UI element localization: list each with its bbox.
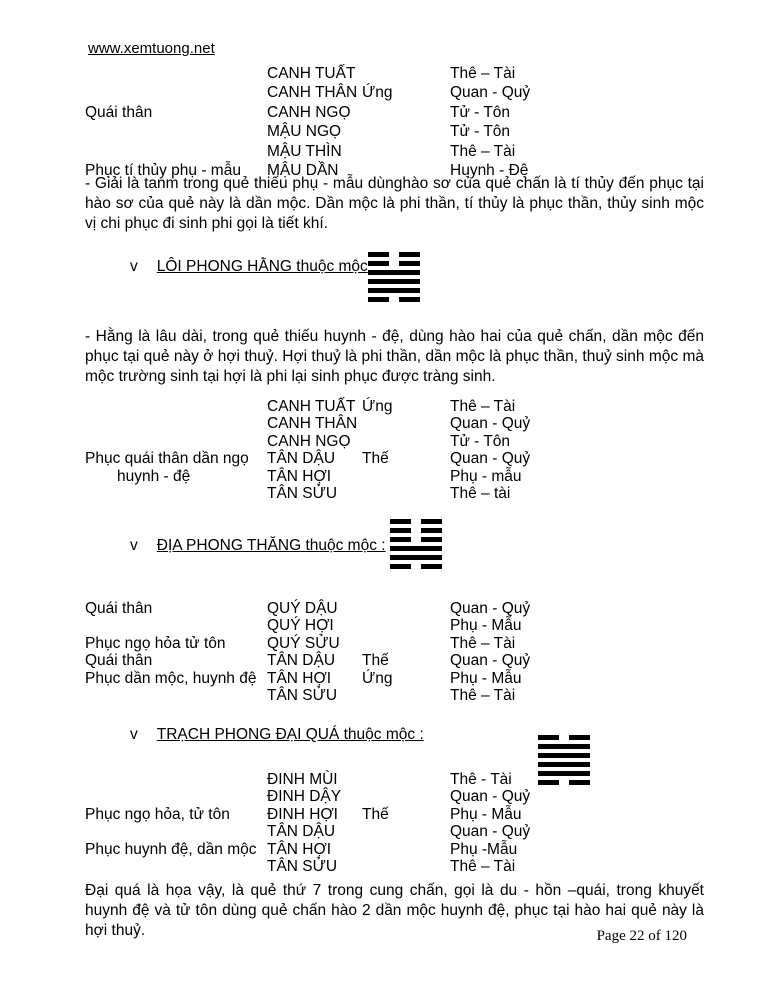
hexagram-line-solid — [390, 555, 442, 560]
table-row — [85, 83, 703, 102]
stem-cell: TÂN HỢI — [267, 467, 332, 485]
relation-cell: Phụ - Mẫu — [450, 617, 522, 635]
table-row — [85, 122, 703, 141]
hexagram-symbol — [390, 519, 442, 573]
stem-cell: CANH THÂN — [267, 84, 358, 102]
table-row — [85, 687, 703, 704]
label-cell — [85, 687, 267, 704]
marker-cell: Thế — [362, 450, 389, 468]
marker-cell — [362, 600, 450, 617]
marker-cell — [362, 823, 450, 840]
stem-cell: ĐINH DẬY — [267, 788, 342, 806]
relation-cell: Thê - Tài — [450, 771, 512, 788]
relation-cell: Phụ - Mẫu — [450, 669, 522, 687]
hexagram-line-broken — [538, 735, 590, 740]
hexagram-line-solid — [390, 546, 442, 551]
section-heading — [130, 258, 368, 276]
label-cell — [85, 617, 267, 634]
hexagram-line-solid — [368, 270, 420, 275]
stem-cell: MẬU DẦN — [267, 162, 339, 180]
hexagram-table-1 — [85, 64, 703, 180]
table-row — [85, 771, 703, 788]
heading-text: TRẠCH PHONG ĐẠI QUÁ thuộc mộc : — [156, 726, 424, 743]
label-cell: Phục quái thân dần ngọ — [85, 450, 249, 468]
stem-cell: QUÝ SỬU — [267, 634, 340, 652]
stem-cell: TÂN HỢI — [267, 840, 332, 858]
label-cell — [85, 788, 267, 805]
relation-cell: Quan - Quỷ — [450, 652, 531, 670]
hexagram-line-broken — [368, 297, 420, 302]
marker-cell: Ứng — [362, 669, 393, 687]
label-cell: Phục dần mộc, huynh đệ — [85, 669, 257, 687]
hexagram-table-4 — [85, 771, 703, 875]
label-cell — [85, 142, 267, 161]
relation-cell: Quan - Quỷ — [450, 84, 531, 102]
stem-cell: MẬU THÌN — [267, 142, 342, 160]
label-cell — [85, 64, 267, 83]
hexagram-line-broken — [368, 252, 420, 257]
stem-cell: CANH TUẤT — [267, 65, 356, 82]
table-row — [85, 450, 703, 467]
table-row — [85, 788, 703, 805]
body-paragraph: Đại quá là họa vậy, là quẻ thứ 7 trong cung chấn, gọi là du - hồn –quái, trong khuyết huynh đệ và tử tôn dùng quẻ chấn hào 2 dần mộc huynh đệ, phục tại hào hai quẻ này là hợi thuỷ. — [85, 882, 704, 939]
relation-cell: Thê – Tài — [450, 142, 516, 160]
label-cell — [85, 771, 267, 788]
relation-cell: Phụ -Mẫu — [450, 840, 518, 858]
relation-cell: Tử - Tôn — [450, 103, 511, 121]
hexagram-line-broken — [390, 564, 442, 569]
hexagram-table-2 — [85, 398, 703, 502]
label-cell — [85, 415, 267, 432]
label-cell — [85, 858, 267, 875]
page-number: Page 22 of 120 — [596, 928, 687, 944]
section-heading — [130, 726, 424, 744]
marker-cell — [362, 64, 450, 83]
label-cell: huynh - đệ — [117, 467, 191, 485]
heading-text: LÔI PHONG HẰNG thuộc mộc — [156, 258, 368, 275]
label-cell — [85, 485, 267, 502]
marker-cell: Thế — [362, 805, 389, 823]
stem-cell: TÂN SỬU — [267, 687, 338, 705]
table-row — [85, 398, 703, 415]
table-row — [85, 841, 703, 858]
section-heading — [130, 537, 386, 555]
table-row — [85, 858, 703, 875]
relation-cell: Tử - Tôn — [450, 432, 511, 450]
table-row — [85, 142, 703, 161]
label-cell: Phục tí thủy phụ - mẫu — [85, 162, 241, 180]
stem-cell: TÂN SỬU — [267, 858, 338, 876]
label-cell: Phục ngọ hỏa tử tôn — [85, 634, 226, 652]
relation-cell: Thê – Tài — [450, 858, 516, 876]
hexagram-line-broken — [390, 528, 442, 533]
marker-cell — [362, 635, 450, 652]
heading-text: ĐỊA PHONG THĂNG thuộc mộc : — [156, 537, 386, 554]
label-cell: Quái thân — [85, 103, 153, 121]
relation-cell: Thê – Tài — [450, 687, 516, 705]
stem-cell: ĐINH MÙI — [267, 771, 338, 788]
stem-cell: CANH NGỌ — [267, 432, 351, 450]
relation-cell: Tử - Tôn — [450, 123, 511, 141]
table-row — [85, 806, 703, 823]
marker-cell: Ứng — [362, 84, 393, 102]
stem-cell: TÂN DẬU — [267, 823, 336, 841]
marker-cell: Ứng — [362, 398, 393, 415]
stem-cell: TÂN HỢI — [267, 669, 332, 687]
stem-cell: ĐINH HỢI — [267, 805, 338, 823]
table-row — [85, 468, 703, 485]
hexagram-line-solid — [368, 279, 420, 284]
stem-cell: CANH THÂN — [267, 415, 358, 433]
label-cell: Phục ngọ hỏa, tử tôn — [85, 805, 230, 823]
hexagram-line-solid — [538, 762, 590, 767]
stem-cell: TÂN DẬU — [267, 450, 336, 468]
relation-cell: Thê – Tài — [450, 65, 516, 82]
stem-cell: CANH TUẤT — [267, 398, 356, 415]
label-cell — [85, 122, 267, 141]
table-row — [85, 635, 703, 652]
stem-cell: CANH NGỌ — [267, 103, 351, 121]
table-row — [85, 433, 703, 450]
hexagram-symbol — [368, 252, 420, 306]
label-cell: Quái thân — [85, 652, 153, 670]
label-cell — [85, 83, 267, 102]
stem-cell: MẬU NGỌ — [267, 123, 342, 141]
relation-cell: Thê – Tài — [450, 634, 516, 652]
marker-cell — [362, 687, 450, 704]
label-cell — [85, 398, 267, 415]
table-row — [85, 64, 703, 83]
marker-cell: Thế — [362, 652, 389, 670]
label-cell: Phục huynh đệ, dần mộc — [85, 840, 257, 858]
relation-cell: Quan - Quỷ — [450, 788, 531, 806]
label-cell — [85, 823, 267, 840]
site-url: www.xemtuong.net — [88, 40, 215, 57]
table-row — [85, 103, 703, 122]
marker-cell — [362, 788, 450, 805]
marker-cell — [362, 433, 450, 450]
hexagram-line-broken — [368, 261, 420, 266]
table-row — [85, 823, 703, 840]
bullet-marker: v — [130, 258, 138, 275]
hexagram-line-solid — [538, 744, 590, 749]
hexagram-line-solid — [538, 753, 590, 758]
stem-cell: TÂN DẬU — [267, 652, 336, 670]
marker-cell — [362, 103, 450, 122]
marker-cell — [362, 617, 450, 634]
table-row — [85, 617, 703, 634]
relation-cell: Huynh - Đệ — [450, 162, 529, 180]
relation-cell: Quan - Quỷ — [450, 450, 531, 468]
relation-cell: Quan - Quỷ — [450, 823, 531, 841]
marker-cell — [362, 771, 450, 788]
label-cell — [85, 433, 267, 450]
stem-cell: QUÝ DẬU — [267, 600, 338, 617]
hexagram-table-3 — [85, 600, 703, 704]
stem-cell: TÂN SỬU — [267, 485, 338, 503]
hexagram-line-broken — [390, 537, 442, 542]
marker-cell — [362, 485, 450, 502]
body-paragraph: - Giải là tanm trong quẻ thiếu phụ - mẫu dùnghào sơ của quẻ chấn là tí thủy đến phục tại hào sơ của quẻ này là dần mộc. Dần mộc là phi thần, tí thủy là phục thần, thủy sinh mộc vị chi phục đi sinh phi gọi là tiết khí. — [85, 175, 704, 232]
relation-cell: Thê – Tài — [450, 398, 516, 415]
stem-cell: QUÝ HỢI — [267, 617, 334, 635]
table-row — [85, 600, 703, 617]
marker-cell — [362, 858, 450, 875]
table-row — [85, 652, 703, 669]
marker-cell — [362, 142, 450, 161]
label-cell: Quái thân — [85, 600, 153, 617]
hexagram-line-solid — [368, 288, 420, 293]
table-row — [85, 670, 703, 687]
bullet-marker: v — [130, 726, 138, 743]
relation-cell: Phụ - Mẫu — [450, 805, 522, 823]
marker-cell — [362, 468, 450, 485]
table-row — [85, 415, 703, 432]
relation-cell: Quan - Quỷ — [450, 600, 531, 617]
hexagram-line-broken — [390, 519, 442, 524]
table-row — [85, 485, 703, 502]
bullet-marker: v — [130, 537, 138, 554]
relation-cell: Quan - Quỷ — [450, 415, 531, 433]
marker-cell — [362, 415, 450, 432]
relation-cell: Phụ - mẫu — [450, 467, 522, 485]
body-paragraph: - Hằng là lâu dài, trong quẻ thiếu huynh - đệ, dùng hào hai của quẻ chấn, dần mộc đến phục tại quẻ này ở hợi thuỷ. Hợi thuỷ là phi thần, dần mộc là phục thần, thuỷ sinh mộc mà mộc trường sinh tại hợi là phi lại sinh phục được tràng sinh. — [85, 328, 704, 385]
marker-cell — [362, 841, 450, 858]
marker-cell — [362, 122, 450, 141]
relation-cell: Thê – tài — [450, 485, 511, 503]
